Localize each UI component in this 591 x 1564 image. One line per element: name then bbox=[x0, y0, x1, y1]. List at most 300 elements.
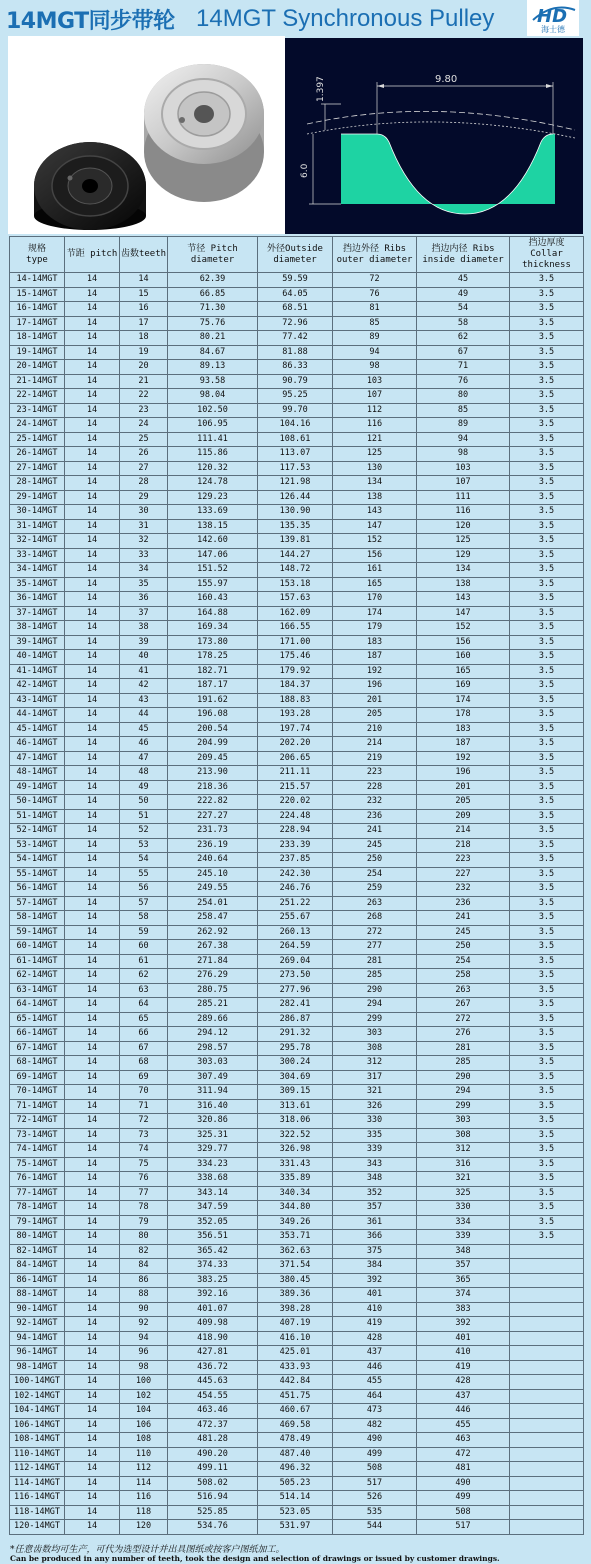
table-row bbox=[10, 780, 584, 795]
table-cell: 63 bbox=[120, 983, 168, 998]
table-row bbox=[10, 490, 584, 505]
table-cell: 138 bbox=[333, 490, 417, 505]
table-cell: 326.98 bbox=[258, 1143, 333, 1158]
table-cell: 14 bbox=[65, 1375, 120, 1390]
table-cell: 308 bbox=[333, 1041, 417, 1056]
table-cell: 80-14MGT bbox=[10, 1230, 65, 1245]
table-cell: 473 bbox=[333, 1404, 417, 1419]
table-cell: 3.5 bbox=[510, 809, 584, 824]
table-cell: 89 bbox=[417, 418, 510, 433]
table-cell: 24 bbox=[120, 418, 168, 433]
table-cell: 68.51 bbox=[258, 302, 333, 317]
table-cell: 304.69 bbox=[258, 1070, 333, 1085]
table-cell: 14 bbox=[65, 374, 120, 389]
table-cell: 14 bbox=[65, 1317, 120, 1332]
table-cell: 85 bbox=[333, 316, 417, 331]
table-cell: 481.28 bbox=[168, 1433, 258, 1448]
table-cell: 14 bbox=[65, 838, 120, 853]
table-cell: 187 bbox=[333, 650, 417, 665]
table-row bbox=[10, 1070, 584, 1085]
table-cell: 241 bbox=[333, 824, 417, 839]
table-cell: 490 bbox=[333, 1433, 417, 1448]
table-cell: 14 bbox=[65, 621, 120, 636]
table-cell: 3.5 bbox=[510, 403, 584, 418]
table-cell: 21 bbox=[120, 374, 168, 389]
table-row bbox=[10, 969, 584, 984]
table-cell: 147 bbox=[333, 519, 417, 534]
table-cell: 263 bbox=[417, 983, 510, 998]
table-cell: 74-14MGT bbox=[10, 1143, 65, 1158]
table-cell: 116 bbox=[120, 1491, 168, 1506]
dim-width-label: 9.80 bbox=[435, 74, 458, 85]
table-cell: 14 bbox=[65, 1041, 120, 1056]
table-cell: 246.76 bbox=[258, 882, 333, 897]
table-cell: 108.61 bbox=[258, 432, 333, 447]
table-cell: 427.81 bbox=[168, 1346, 258, 1361]
table-cell: 14 bbox=[65, 1114, 120, 1129]
table-cell: 118 bbox=[120, 1505, 168, 1520]
table-cell: 14 bbox=[65, 302, 120, 317]
table-row bbox=[10, 505, 584, 520]
table-cell: 3.5 bbox=[510, 548, 584, 563]
table-cell: 57 bbox=[120, 896, 168, 911]
table-row bbox=[10, 389, 584, 404]
table-cell: 335 bbox=[333, 1128, 417, 1143]
table-cell: 42-14MGT bbox=[10, 679, 65, 694]
table-cell: 88-14MGT bbox=[10, 1288, 65, 1303]
table-cell: 3.5 bbox=[510, 911, 584, 926]
table-cell bbox=[510, 1244, 584, 1259]
table-cell: 32-14MGT bbox=[10, 534, 65, 549]
table-cell: 321 bbox=[333, 1085, 417, 1100]
table-cell: 251.22 bbox=[258, 896, 333, 911]
table-cell: 14 bbox=[65, 737, 120, 752]
table-cell: 69 bbox=[120, 1070, 168, 1085]
table-cell: 77-14MGT bbox=[10, 1186, 65, 1201]
table-cell: 48 bbox=[120, 766, 168, 781]
table-cell: 3.5 bbox=[510, 1215, 584, 1230]
table-cell: 398.28 bbox=[258, 1302, 333, 1317]
table-cell: 34-14MGT bbox=[10, 563, 65, 578]
table-cell: 14 bbox=[65, 461, 120, 476]
table-row bbox=[10, 1476, 584, 1491]
table-cell: 3.5 bbox=[510, 896, 584, 911]
table-cell: 3.5 bbox=[510, 577, 584, 592]
table-cell: 445.63 bbox=[168, 1375, 258, 1390]
table-cell: 204.99 bbox=[168, 737, 258, 752]
table-cell: 191.62 bbox=[168, 693, 258, 708]
table-cell: 16-14MGT bbox=[10, 302, 65, 317]
table-cell: 14 bbox=[65, 345, 120, 360]
table-cell: 61 bbox=[120, 954, 168, 969]
table-cell: 14 bbox=[65, 766, 120, 781]
table-cell: 3.5 bbox=[510, 1157, 584, 1172]
table-cell bbox=[510, 1462, 584, 1477]
table-cell: 281 bbox=[333, 954, 417, 969]
table-cell: 65 bbox=[120, 1012, 168, 1027]
table-cell: 187 bbox=[417, 737, 510, 752]
table-cell: 523.05 bbox=[258, 1505, 333, 1520]
table-cell: 14 bbox=[65, 389, 120, 404]
table-cell: 14 bbox=[65, 940, 120, 955]
table-row bbox=[10, 1085, 584, 1100]
table-cell: 14 bbox=[65, 1418, 120, 1433]
table-cell: 200.54 bbox=[168, 722, 258, 737]
table-row bbox=[10, 1331, 584, 1346]
table-cell: 237.85 bbox=[258, 853, 333, 868]
table-cell: 335.89 bbox=[258, 1172, 333, 1187]
table-row bbox=[10, 345, 584, 360]
table-cell: 134 bbox=[333, 476, 417, 491]
table-row bbox=[10, 809, 584, 824]
table-cell: 160 bbox=[417, 650, 510, 665]
table-cell: 14 bbox=[65, 809, 120, 824]
table-cell: 3.5 bbox=[510, 374, 584, 389]
table-cell: 53-14MGT bbox=[10, 838, 65, 853]
table-cell: 72.96 bbox=[258, 316, 333, 331]
table-cell: 262.92 bbox=[168, 925, 258, 940]
table-row bbox=[10, 1128, 584, 1143]
table-cell: 227 bbox=[417, 867, 510, 882]
table-cell: 47-14MGT bbox=[10, 751, 65, 766]
table-row bbox=[10, 563, 584, 578]
table-row bbox=[10, 403, 584, 418]
table-cell: 276.29 bbox=[168, 969, 258, 984]
table-cell: 108-14MGT bbox=[10, 1433, 65, 1448]
table-cell: 89 bbox=[333, 331, 417, 346]
footer-note-english: Can be produced in any number of teeth, took the design and selection of drawings or issued by customer drawings. bbox=[10, 1554, 500, 1563]
table-row bbox=[10, 1056, 584, 1071]
table-cell: 31-14MGT bbox=[10, 519, 65, 534]
table-cell: 401.07 bbox=[168, 1302, 258, 1317]
table-cell: 173.80 bbox=[168, 635, 258, 650]
page-header bbox=[0, 0, 591, 36]
table-cell: 3.5 bbox=[510, 650, 584, 665]
table-cell: 54-14MGT bbox=[10, 853, 65, 868]
table-cell: 250 bbox=[333, 853, 417, 868]
table-cell: 165 bbox=[333, 577, 417, 592]
table-row bbox=[10, 708, 584, 723]
table-cell: 23 bbox=[120, 403, 168, 418]
logo-chinese: 海士德 bbox=[541, 25, 565, 34]
table-cell: 3.5 bbox=[510, 1143, 584, 1158]
table-cell: 285 bbox=[333, 969, 417, 984]
table-row bbox=[10, 1157, 584, 1172]
table-cell: 14 bbox=[65, 693, 120, 708]
table-cell: 222.82 bbox=[168, 795, 258, 810]
table-cell: 102-14MGT bbox=[10, 1389, 65, 1404]
pulley-photo-icon bbox=[8, 36, 285, 234]
table-cell: 25-14MGT bbox=[10, 432, 65, 447]
table-cell: 111 bbox=[417, 490, 510, 505]
table-row bbox=[10, 853, 584, 868]
column-header bbox=[120, 237, 168, 273]
table-cell: 116-14MGT bbox=[10, 1491, 65, 1506]
table-row bbox=[10, 911, 584, 926]
table-row bbox=[10, 635, 584, 650]
table-cell: 210 bbox=[333, 722, 417, 737]
table-cell: 254 bbox=[417, 954, 510, 969]
table-cell: 79 bbox=[120, 1215, 168, 1230]
table-row bbox=[10, 1114, 584, 1129]
spec-table-body bbox=[10, 273, 584, 1535]
table-cell: 3.5 bbox=[510, 1186, 584, 1201]
table-cell: 14 bbox=[65, 1476, 120, 1491]
table-cell: 182.71 bbox=[168, 664, 258, 679]
table-cell: 121.98 bbox=[258, 476, 333, 491]
table-row bbox=[10, 925, 584, 940]
table-cell: 59-14MGT bbox=[10, 925, 65, 940]
table-cell: 3.5 bbox=[510, 519, 584, 534]
table-cell: 374.33 bbox=[168, 1259, 258, 1274]
table-cell: 52 bbox=[120, 824, 168, 839]
table-cell: 41 bbox=[120, 664, 168, 679]
table-cell: 156 bbox=[333, 548, 417, 563]
column-header-label: 外径Outside bbox=[267, 243, 323, 254]
table-cell: 371.54 bbox=[258, 1259, 333, 1274]
table-cell: 14 bbox=[65, 722, 120, 737]
table-cell: 245 bbox=[333, 838, 417, 853]
table-cell: 38-14MGT bbox=[10, 621, 65, 636]
table-cell: 14 bbox=[65, 476, 120, 491]
table-cell: 352.05 bbox=[168, 1215, 258, 1230]
table-row bbox=[10, 1520, 584, 1535]
table-cell: 92 bbox=[120, 1317, 168, 1332]
table-cell: 67-14MGT bbox=[10, 1041, 65, 1056]
table-cell: 463 bbox=[417, 1433, 510, 1448]
table-cell: 3.5 bbox=[510, 795, 584, 810]
table-cell: 392 bbox=[417, 1317, 510, 1332]
table-cell: 14 bbox=[65, 1186, 120, 1201]
table-cell bbox=[510, 1520, 584, 1535]
table-cell: 20-14MGT bbox=[10, 360, 65, 375]
table-row bbox=[10, 461, 584, 476]
table-cell: 303 bbox=[417, 1114, 510, 1129]
table-cell: 258 bbox=[417, 969, 510, 984]
table-cell: 37 bbox=[120, 606, 168, 621]
table-cell: 82 bbox=[120, 1244, 168, 1259]
header-row bbox=[10, 237, 584, 273]
table-cell: 14-14MGT bbox=[10, 273, 65, 288]
table-row bbox=[10, 360, 584, 375]
table-cell: 34 bbox=[120, 563, 168, 578]
table-cell: 227.27 bbox=[168, 809, 258, 824]
table-row bbox=[10, 1288, 584, 1303]
table-cell: 72 bbox=[333, 273, 417, 288]
table-cell: 14 bbox=[65, 1143, 120, 1158]
table-cell: 24-14MGT bbox=[10, 418, 65, 433]
column-header-label: 规格 bbox=[27, 243, 46, 254]
table-row bbox=[10, 1317, 584, 1332]
table-cell: 188.83 bbox=[258, 693, 333, 708]
table-cell: 308 bbox=[417, 1128, 510, 1143]
table-cell: 14 bbox=[65, 882, 120, 897]
table-cell: 14 bbox=[65, 911, 120, 926]
table-cell: 317 bbox=[333, 1070, 417, 1085]
table-cell: 3.5 bbox=[510, 940, 584, 955]
table-cell: 446 bbox=[417, 1404, 510, 1419]
table-cell: 392.16 bbox=[168, 1288, 258, 1303]
table-cell: 98 bbox=[333, 360, 417, 375]
table-cell: 321 bbox=[417, 1172, 510, 1187]
table-cell: 120 bbox=[120, 1520, 168, 1535]
table-cell: 183 bbox=[417, 722, 510, 737]
table-cell: 3.5 bbox=[510, 838, 584, 853]
table-cell: 3.5 bbox=[510, 418, 584, 433]
column-header bbox=[333, 237, 417, 273]
table-cell: 14 bbox=[65, 1288, 120, 1303]
column-header bbox=[168, 237, 258, 273]
table-cell: 98 bbox=[417, 447, 510, 462]
table-cell: 14 bbox=[65, 853, 120, 868]
table-cell: 3.5 bbox=[510, 389, 584, 404]
table-cell: 264.59 bbox=[258, 940, 333, 955]
table-cell bbox=[510, 1273, 584, 1288]
table-cell: 254.01 bbox=[168, 896, 258, 911]
table-cell: 103 bbox=[417, 461, 510, 476]
table-cell: 54 bbox=[417, 302, 510, 317]
table-cell: 499.11 bbox=[168, 1462, 258, 1477]
table-cell: 273.50 bbox=[258, 969, 333, 984]
table-cell: 93.58 bbox=[168, 374, 258, 389]
table-cell: 272 bbox=[333, 925, 417, 940]
table-row bbox=[10, 1360, 584, 1375]
table-row bbox=[10, 751, 584, 766]
table-cell: 3.5 bbox=[510, 331, 584, 346]
table-cell: 47 bbox=[120, 751, 168, 766]
table-cell: 94-14MGT bbox=[10, 1331, 65, 1346]
table-cell: 130.90 bbox=[258, 505, 333, 520]
table-cell: 133.69 bbox=[168, 505, 258, 520]
table-cell: 268 bbox=[333, 911, 417, 926]
table-cell: 14 bbox=[65, 403, 120, 418]
table-cell: 214 bbox=[417, 824, 510, 839]
table-cell: 66 bbox=[120, 1027, 168, 1042]
table-cell: 209 bbox=[417, 809, 510, 824]
table-cell: 3.5 bbox=[510, 563, 584, 578]
table-cell: 14 bbox=[65, 954, 120, 969]
table-cell: 96-14MGT bbox=[10, 1346, 65, 1361]
table-cell: 57-14MGT bbox=[10, 896, 65, 911]
table-cell: 3.5 bbox=[510, 505, 584, 520]
table-cell: 29 bbox=[120, 490, 168, 505]
table-cell: 84-14MGT bbox=[10, 1259, 65, 1274]
table-cell: 298.57 bbox=[168, 1041, 258, 1056]
tooth-profile-icon bbox=[285, 38, 583, 234]
table-cell bbox=[510, 1404, 584, 1419]
table-cell: 64 bbox=[120, 998, 168, 1013]
table-cell: 77 bbox=[120, 1186, 168, 1201]
column-header bbox=[417, 237, 510, 273]
table-cell: 469.58 bbox=[258, 1418, 333, 1433]
table-cell: 277 bbox=[333, 940, 417, 955]
table-cell: 3.5 bbox=[510, 316, 584, 331]
table-cell: 169.34 bbox=[168, 621, 258, 636]
table-cell: 3.5 bbox=[510, 1056, 584, 1071]
table-cell: 98 bbox=[120, 1360, 168, 1375]
table-cell: 125 bbox=[333, 447, 417, 462]
table-cell: 14 bbox=[65, 1331, 120, 1346]
table-cell: 62 bbox=[120, 969, 168, 984]
table-cell: 3.5 bbox=[510, 766, 584, 781]
table-cell: 151.52 bbox=[168, 563, 258, 578]
table-cell: 36-14MGT bbox=[10, 592, 65, 607]
table-cell bbox=[510, 1505, 584, 1520]
table-cell: 58 bbox=[417, 316, 510, 331]
table-cell: 281 bbox=[417, 1041, 510, 1056]
table-cell: 110 bbox=[120, 1447, 168, 1462]
table-cell: 104-14MGT bbox=[10, 1404, 65, 1419]
table-cell: 218.36 bbox=[168, 780, 258, 795]
table-row bbox=[10, 1172, 584, 1187]
table-cell: 103 bbox=[333, 374, 417, 389]
table-cell: 425.01 bbox=[258, 1346, 333, 1361]
table-cell: 111.41 bbox=[168, 432, 258, 447]
table-cell: 120.32 bbox=[168, 461, 258, 476]
table-cell: 285 bbox=[417, 1056, 510, 1071]
column-header bbox=[65, 237, 120, 273]
table-row bbox=[10, 374, 584, 389]
table-cell: 58 bbox=[120, 911, 168, 926]
table-cell: 113.07 bbox=[258, 447, 333, 462]
table-cell bbox=[510, 1476, 584, 1491]
table-cell: 104.16 bbox=[258, 418, 333, 433]
table-cell: 14 bbox=[65, 534, 120, 549]
table-cell: 331.43 bbox=[258, 1157, 333, 1172]
table-row bbox=[10, 1273, 584, 1288]
table-cell: 309.15 bbox=[258, 1085, 333, 1100]
table-cell: 30 bbox=[120, 505, 168, 520]
table-cell: 299 bbox=[417, 1099, 510, 1114]
table-row bbox=[10, 1462, 584, 1477]
table-cell: 416.10 bbox=[258, 1331, 333, 1346]
table-cell: 289.66 bbox=[168, 1012, 258, 1027]
table-cell: 3.5 bbox=[510, 882, 584, 897]
table-cell: 320.86 bbox=[168, 1114, 258, 1129]
table-cell: 14 bbox=[65, 287, 120, 302]
table-cell: 14 bbox=[65, 1404, 120, 1419]
table-row bbox=[10, 838, 584, 853]
table-cell: 110-14MGT bbox=[10, 1447, 65, 1462]
table-cell: 124.78 bbox=[168, 476, 258, 491]
table-cell: 88 bbox=[120, 1288, 168, 1303]
table-cell: 117.53 bbox=[258, 461, 333, 476]
table-cell: 3.5 bbox=[510, 708, 584, 723]
table-cell: 220.02 bbox=[258, 795, 333, 810]
table-cell: 410 bbox=[417, 1346, 510, 1361]
table-cell: 348 bbox=[333, 1172, 417, 1187]
table-cell bbox=[510, 1317, 584, 1332]
silver-pulley-icon bbox=[144, 64, 264, 202]
table-row bbox=[10, 577, 584, 592]
black-pulley-icon bbox=[34, 142, 146, 230]
table-cell: 499 bbox=[417, 1491, 510, 1506]
table-cell: 3.5 bbox=[510, 1128, 584, 1143]
table-cell: 129 bbox=[417, 548, 510, 563]
table-cell: 14 bbox=[65, 650, 120, 665]
table-cell: 401 bbox=[333, 1288, 417, 1303]
table-row bbox=[10, 447, 584, 462]
table-cell: 478.49 bbox=[258, 1433, 333, 1448]
table-row bbox=[10, 896, 584, 911]
table-cell: 525.85 bbox=[168, 1505, 258, 1520]
table-cell: 389.36 bbox=[258, 1288, 333, 1303]
table-cell: 14 bbox=[65, 418, 120, 433]
table-cell: 3.5 bbox=[510, 679, 584, 694]
table-row bbox=[10, 548, 584, 563]
table-cell: 68 bbox=[120, 1056, 168, 1071]
table-cell bbox=[510, 1302, 584, 1317]
